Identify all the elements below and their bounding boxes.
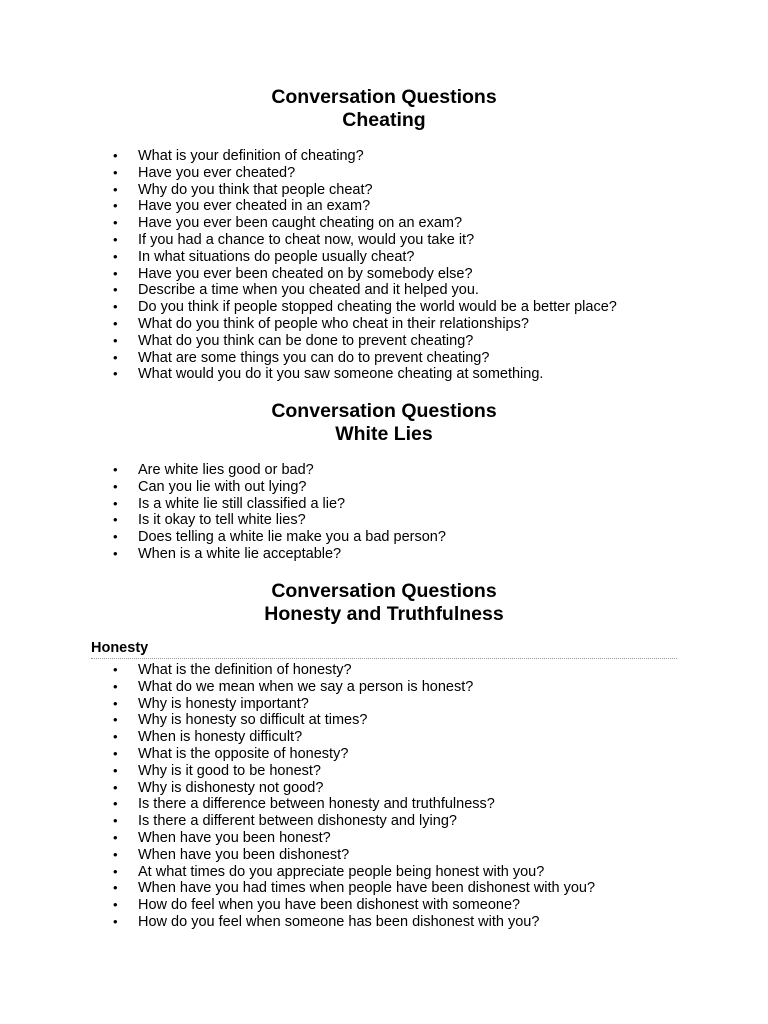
list-item: • Why do you think that people cheat? [110,182,617,199]
title-line-1: Conversation Questions [271,580,497,602]
list-item: • Why is honesty important? [110,696,595,713]
title-line-2: White Lies [335,422,433,445]
list-item: • Why is dishonesty not good? [110,780,595,797]
white-lies-question-list [110,462,446,563]
list-item: • What is your definition of cheating? [110,148,617,165]
title-line-1: Conversation Questions [271,400,497,422]
list-item: • If you had a chance to cheat now, would you take it? [110,232,617,249]
list-item: • Do you think if people stopped cheating the world would be a better place? [110,299,617,316]
list-item: • What is the definition of honesty? [110,662,595,679]
list-item: • When have you been honest? [110,830,595,847]
list-item: • Are white lies good or bad? [110,462,446,479]
list-item: • What is the opposite of honesty? [110,746,595,763]
list-item: • How do you feel when someone has been dishonest with you? [110,914,595,931]
title-line-2: Cheating [342,108,426,131]
honesty-question-list [110,662,595,931]
list-item: • Have you ever cheated in an exam? [110,198,617,215]
list-item: • When have you had times when people have been dishonest with you? [110,880,595,897]
cheating-question-list [110,148,617,383]
list-item: • Why is honesty so difficult at times? [110,712,595,729]
honesty-section-title [0,580,768,625]
list-item: • What do you think can be done to prevent cheating? [110,333,617,350]
honesty-subheading: Honesty [91,640,677,659]
title-line-1: Conversation Questions [271,86,497,108]
list-item: • Have you ever cheated? [110,165,617,182]
list-item: • Is there a difference between honesty and truthfulness? [110,796,595,813]
cheating-section-title [0,86,768,131]
list-item: • What would you do it you saw someone cheating at something. [110,366,617,383]
list-item: • What do we mean when we say a person is honest? [110,679,595,696]
list-item: • What are some things you can do to prevent cheating? [110,350,617,367]
list-item: • Is a white lie still classified a lie? [110,496,446,513]
list-item: • Does telling a white lie make you a bad person? [110,529,446,546]
white-lies-section-title [0,400,768,445]
list-item: • What do you think of people who cheat in their relationships? [110,316,617,333]
list-item: • When is honesty difficult? [110,729,595,746]
list-item: • In what situations do people usually cheat? [110,249,617,266]
list-item: • When have you been dishonest? [110,847,595,864]
list-item: • Why is it good to be honest? [110,763,595,780]
list-item: • Is it okay to tell white lies? [110,512,446,529]
list-item: • Can you lie with out lying? [110,479,446,496]
list-item: • How do feel when you have been dishonest with someone? [110,897,595,914]
list-item: • Describe a time when you cheated and it helped you. [110,282,617,299]
title-line-2: Honesty and Truthfulness [264,602,504,625]
list-item: • Have you ever been caught cheating on an exam? [110,215,617,232]
list-item: • At what times do you appreciate people being honest with you? [110,864,595,881]
list-item: • Is there a different between dishonesty and lying? [110,813,595,830]
list-item: • When is a white lie acceptable? [110,546,446,563]
list-item: • Have you ever been cheated on by somebody else? [110,266,617,283]
